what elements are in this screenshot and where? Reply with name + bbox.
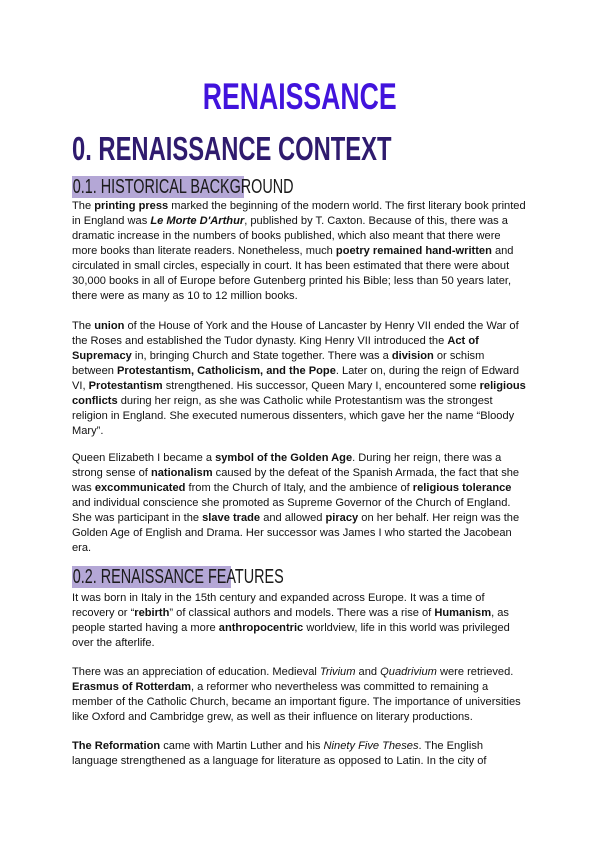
text-run: came with Martin Luther and his: [160, 740, 324, 752]
text-run: era.: [72, 542, 92, 554]
text-line: [72, 541, 542, 556]
paragraph: [72, 739, 542, 769]
text-line: [72, 680, 542, 695]
text-run: and allowed: [260, 512, 326, 524]
text-line: [72, 526, 542, 541]
emphasized-text: nationalism: [150, 467, 213, 479]
text-run: language strengthened as a language for literature as opposed to Latin. In the city of: [72, 755, 487, 767]
text-run: recovery or “: [72, 607, 135, 619]
text-run: circulated in small circles, especially in court. It has been estimated that there were about: [72, 260, 510, 272]
text-run: marked the beginning of the modern world. The first literary book printed: [168, 200, 526, 212]
subsection-heading-renaissance-features: [72, 566, 284, 588]
section-heading: [72, 130, 516, 168]
text-run: religion in England. She executed numerous dissenters, which gave her the name “Bloody: [72, 410, 515, 422]
emphasized-text: The Reformation: [72, 740, 161, 752]
text-run: , published by T. Caxton. Because of this, there was a: [244, 215, 508, 227]
text-line: [72, 409, 542, 424]
subsection-heading-text: 0.2. RENAISSANCE FEATURES: [72, 566, 284, 588]
text-line: [72, 274, 542, 289]
text-run: The: [72, 200, 95, 212]
text-line: [72, 244, 542, 259]
emphasized-text: Le Morte D'Arthur: [150, 215, 245, 227]
emphasized-text: poetry remained hand-written: [335, 245, 492, 257]
text-run: and: [491, 245, 514, 257]
text-run: were retrieved.: [436, 666, 514, 678]
text-run: , as: [491, 607, 509, 619]
text-run: in, bringing Church and State together. There was a: [131, 350, 392, 362]
text-run: dramatic increase in the numbers of books published, which also meant that there were: [72, 230, 501, 242]
text-line: [72, 214, 542, 229]
emphasized-text: rebirth: [134, 607, 170, 619]
text-run: ” of classical authors and models. There was a rise of: [169, 607, 435, 619]
emphasized-text: Ninety Five Theses: [323, 740, 419, 752]
text-run: in England was: [72, 215, 151, 227]
emphasized-text: Trivium: [319, 666, 356, 678]
text-line: [72, 394, 542, 409]
text-run: There was an appreciation of education. Medieval: [72, 666, 320, 678]
text-run: people started having a more: [72, 622, 219, 634]
text-line: [72, 289, 542, 304]
text-run: and: [355, 666, 381, 678]
text-line: [72, 466, 542, 481]
text-run: . During her reign, there was a: [352, 452, 502, 464]
text-run: from the Church of Italy, and the ambience of: [185, 482, 413, 494]
section-heading-text: 0. RENAISSANCE CONTEXT: [72, 130, 392, 167]
emphasized-text: piracy: [325, 512, 359, 524]
text-line: [72, 511, 542, 526]
text-run: strong sense of: [72, 467, 151, 479]
emphasized-text: anthropocentric: [218, 622, 304, 634]
emphasized-text: printing press: [94, 200, 169, 212]
emphasized-text: symbol of the Golden Age: [215, 452, 353, 464]
title-text: RENAISSANCE: [203, 76, 397, 117]
text-line: [72, 496, 542, 511]
emphasized-text: slave trade: [202, 512, 261, 524]
text-run: worldview, life in this world was privileged: [303, 622, 510, 634]
emphasized-text: Humanism: [434, 607, 492, 619]
text-run: there were as many as 10 to 12 million books.: [72, 290, 298, 302]
text-line: [72, 259, 542, 274]
text-line: [72, 199, 542, 214]
emphasized-text: religious tolerance: [412, 482, 512, 494]
text-run: , a reformer who nevertheless was committed to remaining a: [190, 681, 489, 693]
emphasized-text: Protestantism: [88, 380, 163, 392]
paragraph: [72, 451, 542, 556]
text-line: [72, 591, 542, 606]
text-run: or schism: [433, 350, 485, 362]
text-run: It was born in Italy in the 15th century and expanded across Europe. It was a time of: [72, 592, 485, 604]
text-run: Golden Age of English and Drama. Her successor was James I who started the Jacobean: [72, 527, 512, 539]
paragraph: [72, 319, 542, 439]
text-run: caused by the defeat of the Spanish Armada, the fact that she: [212, 467, 520, 479]
document-title: [0, 76, 600, 118]
text-run: member of the Catholic Church, became an important figure. The importance of universities: [72, 696, 521, 708]
text-run: during her reign, as she was Catholic while Protestantism was the strongest: [117, 395, 493, 407]
text-line: [72, 606, 542, 621]
text-line: [72, 364, 542, 379]
text-run: and individual conscience she promoted as Supreme Governor of the Church of England.: [72, 497, 511, 509]
emphasized-text: Supremacy: [72, 350, 132, 362]
text-line: [72, 636, 542, 651]
text-line: [72, 695, 542, 710]
emphasized-text: religious: [479, 380, 526, 392]
text-line: [72, 334, 542, 349]
text-run: on her behalf. Her reign was the: [358, 512, 520, 524]
text-line: [72, 665, 542, 680]
text-run: was: [72, 482, 95, 494]
text-line: [72, 754, 542, 769]
text-line: [72, 349, 542, 364]
text-run: strengthened. His successor, Queen Mary I, encountered some: [162, 380, 480, 392]
emphasized-text: excommunicated: [94, 482, 186, 494]
emphasized-text: conflicts: [72, 395, 118, 407]
subsection-heading-historical-background: [72, 176, 294, 198]
text-run: 30,000 books in all of Europe before Gutenberg printed his Bible; less than 50 years later,: [72, 275, 512, 287]
text-run: The: [72, 320, 95, 332]
text-run: like Oxford and Cambridge grew, as well as their influence on literary productions.: [72, 711, 473, 723]
text-line: [72, 451, 542, 466]
text-line: [72, 379, 542, 394]
text-line: [72, 710, 542, 725]
emphasized-text: division: [391, 350, 434, 362]
emphasized-text: Act of: [447, 335, 479, 347]
text-run: Mary”.: [72, 425, 104, 437]
text-run: . Later on, during the reign of Edward: [335, 365, 520, 377]
text-line: [72, 481, 542, 496]
text-run: more books than literate readers. Nonetheless, much: [72, 245, 336, 257]
text-run: She was participant in the: [72, 512, 203, 524]
text-line: [72, 319, 542, 334]
text-line: [72, 424, 542, 439]
paragraph: [72, 665, 542, 725]
paragraph: [72, 199, 542, 304]
text-run: Queen Elizabeth I became a: [72, 452, 216, 464]
subsection-heading-text: 0.1. HISTORICAL BACKGROUND: [72, 176, 294, 198]
text-run: between: [72, 365, 118, 377]
text-run: of the House of York and the House of Lancaster by Henry VII ended the War of: [124, 320, 519, 332]
text-run: . The English: [418, 740, 484, 752]
text-line: [72, 229, 542, 244]
text-run: over the afterlife.: [72, 637, 155, 649]
emphasized-text: Erasmus of Rotterdam: [72, 681, 191, 693]
text-run: the Roses and established the Tudor dynasty. King Henry VII introduced the: [72, 335, 448, 347]
emphasized-text: Protestantism, Catholicism, and the Pope: [117, 365, 336, 377]
text-run: VI,: [72, 380, 89, 392]
paragraph: [72, 591, 542, 651]
text-line: [72, 739, 542, 754]
emphasized-text: Quadrivium: [380, 666, 437, 678]
emphasized-text: union: [94, 320, 125, 332]
text-line: [72, 621, 542, 636]
